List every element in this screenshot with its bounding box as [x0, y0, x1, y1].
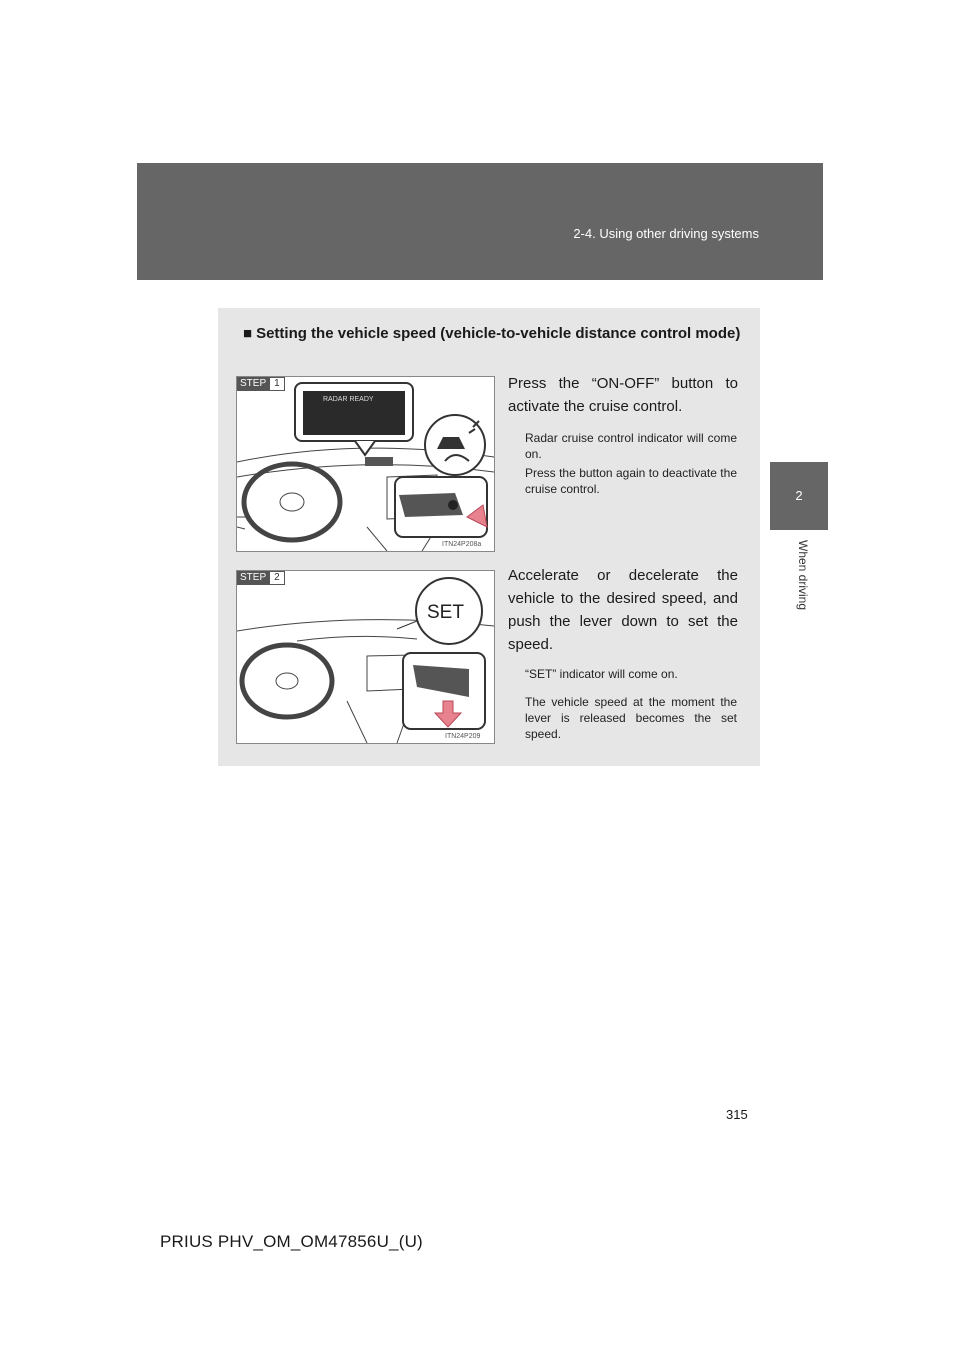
step2-illustration: [236, 570, 495, 744]
step1-badge: [237, 377, 285, 391]
side-tab-chapter: 2: [770, 462, 828, 530]
step2-note-set-speed: The vehicle speed at the moment the lever is released becomes the set speed.: [525, 695, 737, 741]
step-number: 2: [269, 571, 285, 585]
step1-note-indicator: Radar cruise control indicator will come on.: [525, 431, 737, 461]
page-number: 315: [726, 1107, 748, 1122]
header-band: [137, 163, 823, 280]
step1-instruction: Press the “ON-OFF” button to activate the cruise control.: [508, 375, 738, 415]
section-title: [243, 323, 748, 345]
step1-illustration: [236, 376, 495, 552]
step-word: STEP: [237, 571, 269, 585]
section-title-text: Setting the vehicle speed (vehicle-to-vehicle distance control mode): [256, 325, 741, 342]
figure-code-1: ITN24P208a: [442, 541, 482, 548]
side-tab-label: When driving: [796, 540, 810, 611]
step1-note-deactivate: Press the button again to deactivate the cruise control.: [525, 466, 737, 496]
step2-badge: [237, 571, 285, 585]
document-footer: PRIUS PHV_OM_OM47856U_(U): [160, 1232, 423, 1251]
step2-instruction: Accelerate or decelerate the vehicle to the desired speed, and push the lever down to set the speed.: [508, 567, 738, 653]
header-section-title: 2-4. Using other driving systems: [573, 226, 759, 241]
square-bullet-icon: ■: [243, 325, 253, 342]
step-number: 1: [269, 377, 285, 391]
dashboard-drawing: [237, 377, 494, 551]
set-indicator-display: SET: [427, 602, 464, 623]
step-word: STEP: [237, 377, 269, 391]
radar-ready-display: RADAR READY: [323, 396, 374, 403]
content-box: [218, 308, 760, 766]
figure-code-2: ITN24P209: [445, 733, 481, 740]
step2-note-set-indicator: “SET” indicator will come on.: [525, 667, 678, 681]
dashboard-drawing: [237, 571, 494, 743]
